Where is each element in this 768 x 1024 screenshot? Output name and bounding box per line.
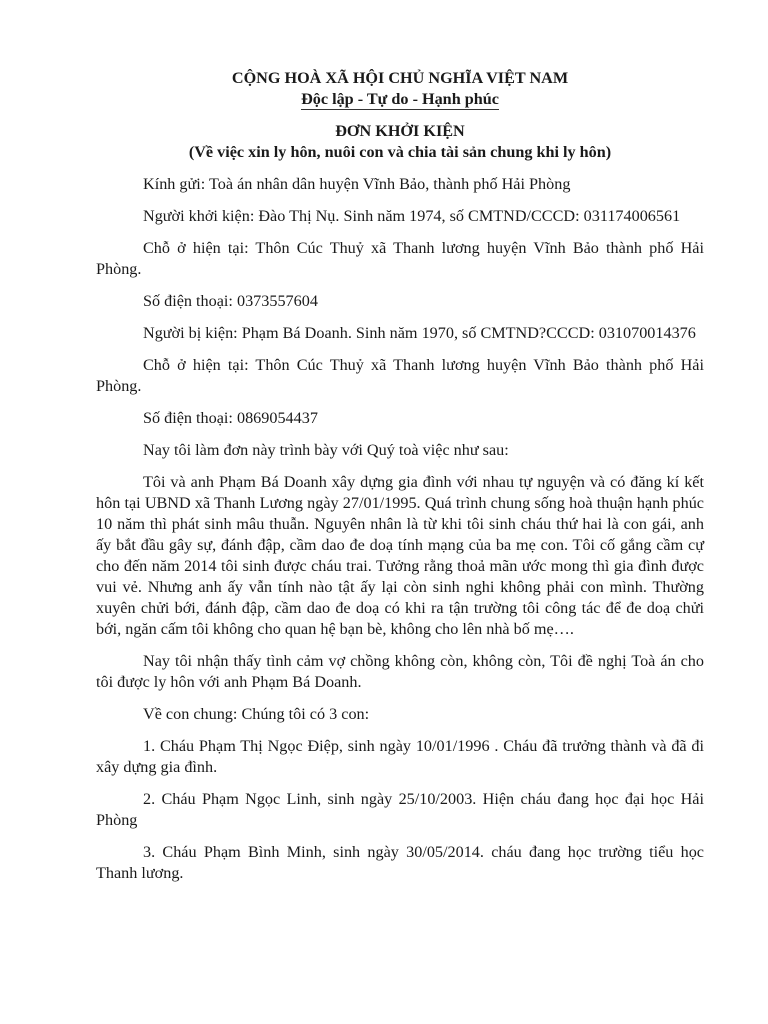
recipient-line: Kính gửi: Toà án nhân dân huyện Vĩnh Bảo, thành phố Hải Phòng — [143, 175, 571, 193]
document-page — [96, 66, 704, 884]
child-item: 1. Cháu Phạm Thị Ngọc Điệp, sinh ngày 10/01/1996 . Cháu đã trưởng thành và đã đi xây dựng gia đình. — [96, 737, 704, 776]
motto-text: Độc lập - Tự do - Hạnh phúc — [301, 90, 499, 108]
defendant-phone: Số điện thoại: 0869054437 — [143, 409, 318, 427]
intro-paragraph: Nay tôi làm đơn này trình bày với Quý toà việc như sau: — [143, 441, 509, 459]
plaintiff-phone: Số điện thoại: 0373557604 — [143, 292, 318, 310]
national-title: CỘNG HOÀ XÃ HỘI CHỦ NGHĨA VIỆT NAM — [231, 69, 569, 87]
defendant-info: Người bị kiện: Phạm Bá Doanh. Sinh năm 1970, số CMTND?CCCD: 031070014376 — [143, 324, 696, 342]
plaintiff-info: Người khởi kiện: Đào Thị Nụ. Sinh năm 1974, số CMTND/CCCD: 031174006561 — [143, 207, 681, 225]
document-subtitle: (Về việc xin ly hôn, nuôi con và chia tài sản chung khi ly hôn) — [188, 143, 612, 161]
national-motto — [96, 89, 704, 110]
children-intro: Về con chung: Chúng tôi có 3 con: — [143, 705, 370, 723]
child-item: 3. Cháu Phạm Bình Minh, sinh ngày 30/05/2014. cháu đang học trường tiểu học Thanh lương. — [96, 843, 704, 882]
document-title: ĐƠN KHỞI KIỆN — [335, 122, 465, 140]
defendant-address: Chỗ ở hiện tại: Thôn Cúc Thuỷ xã Thanh lương huyện Vĩnh Bảo thành phố Hải Phòng. — [96, 356, 704, 395]
request-paragraph: Nay tôi nhận thấy tình cảm vợ chồng không còn, không còn, Tôi đề nghị Toà án cho tôi được ly hôn với anh Phạm Bá Doanh. — [96, 652, 704, 691]
story-paragraph: Tôi và anh Phạm Bá Doanh xây dựng gia đình với nhau tự nguyện và có đăng kí kết hôn tại UBND xã Thanh Lương ngày 27/01/1995. Quá trình chung sống hoà thuận hạnh phúc 10 năm thì phát sinh mâu thuẫn. Nguyên nhân là từ khi tôi sinh cháu thứ hai là con gái, anh ấy bắt đầu gây sự, đánh đập, cầm dao đe doạ tính mạng của ba mẹ con. Tôi cố gắng cầm cự cho đến năm 2014 tôi sinh được cháu trai. Tưởng rằng thoả mãn ước mong thì gia đình được vui vẻ. Nhưng anh ấy vẫn tính nào tật ấy lại còn sinh nghi không phải con mình. Thường xuyên chửi bới, đánh đập, cầm dao đe doạ có khi ra tận trường tôi công tác để đe doạ chửi bới, ngăn cấm tôi không cho quan hệ bạn bè, không cho lên nhà bố mẹ…. — [96, 473, 704, 638]
child-item: 2. Cháu Phạm Ngọc Linh, sinh ngày 25/10/2003. Hiện cháu đang học đại học Hải Phòng — [96, 790, 704, 829]
plaintiff-address: Chỗ ở hiện tại: Thôn Cúc Thuỷ xã Thanh lương huyện Vĩnh Bảo thành phố Hải Phòng. — [96, 239, 704, 278]
